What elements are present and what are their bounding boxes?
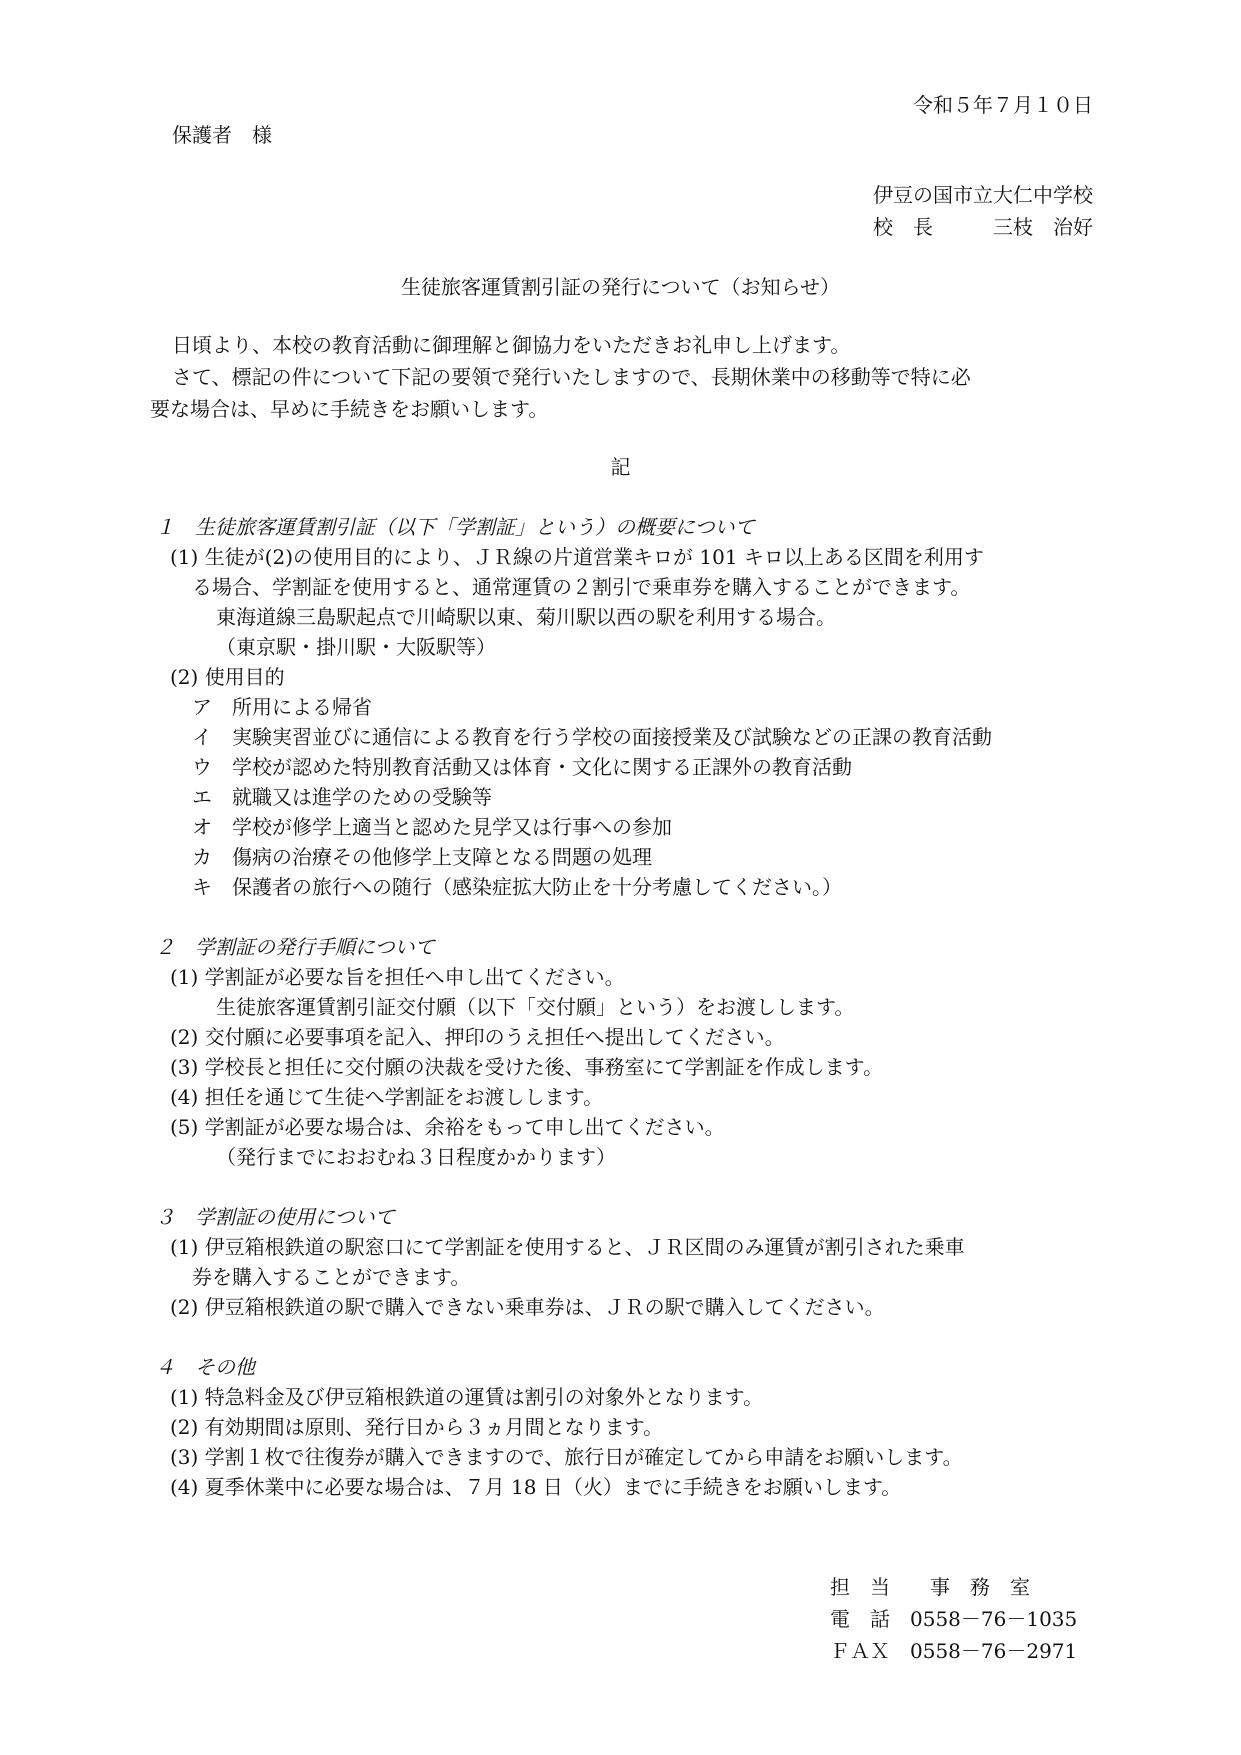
section-2-heading: ２ 学割証の発行手順について [155, 935, 435, 959]
s1-purpose: キ 保護者の旅行への随行（感染症拡大防止を十分考慮してください。） [192, 875, 842, 899]
s1-purpose: ウ 学校が認めた特別教育活動又は体育・文化に関する正課外の教育活動 [192, 755, 852, 779]
s3-line: (1) 伊豆箱根鉄道の駅窓口にて学割証を使用すると、ＪＲ区間のみ運賃が割引された乗車 [170, 1235, 965, 1259]
s1-purpose: ア 所用による帰省 [192, 695, 372, 719]
addressee: 保護者 様 [172, 123, 272, 147]
s2-line: (3) 学校長と担任に交付願の決裁を受けた後、事務室にて学割証を作成します。 [170, 1055, 884, 1079]
s2-line: 生徒旅客運賃割引証交付願（以下「交付願」という）をお渡しします。 [216, 995, 855, 1019]
school-name: 伊豆の国市立大仁中学校 [873, 183, 1093, 207]
contact-office: 担 当 事 務 室 [830, 1575, 1030, 1599]
s2-line: (5) 学割証が必要な場合は、余裕をもって申し出てください。 [170, 1115, 725, 1139]
s4-line: (3) 学割１枚で往復券が購入できますので、旅行日が確定してから申請をお願いします。 [170, 1445, 963, 1469]
s3-line: (2) 伊豆箱根鉄道の駅で購入できない乗車券は、ＪＲの駅で購入してください。 [170, 1295, 885, 1319]
s1-line: (1) 生徒が(2)の使用目的により、ＪＲ線の片道営業キロが 101 キロ以上ある区間を利用す [170, 545, 984, 569]
section-3-heading: ３ 学割証の使用について [155, 1205, 395, 1229]
s1-line: 東海道線三島駅起点で川崎駅以東、菊川駅以西の駅を利用する場合。 [216, 605, 836, 629]
s2-line: （発行までにおおむね３日程度かかります） [216, 1145, 616, 1169]
s4-line: (1) 特急料金及び伊豆箱根鉄道の運賃は割引の対象外となります。 [170, 1385, 764, 1409]
s2-line: (2) 交付願に必要事項を記入、押印のうえ担任へ提出してください。 [170, 1025, 785, 1049]
intro-line-3: 要な場合は、早めに手続きをお願いします。 [150, 397, 549, 421]
s2-line: (4) 担任を通じて生徒へ学割証をお渡しします。 [170, 1085, 604, 1109]
contact-fax: ＦＡＸ 0558－76－2971 [830, 1639, 1078, 1663]
s1-line: （東京駅・掛川駅・大阪駅等） [216, 635, 496, 659]
s1-purpose: イ 実験実習並びに通信による教育を行う学校の面接授業及び試験などの正課の教育活動 [192, 725, 992, 749]
section-4-heading: ４ その他 [155, 1355, 255, 1379]
document-title: 生徒旅客運賃割引証の発行について（お知らせ） [401, 275, 840, 299]
document-date: 令和５年７月１０日 [913, 93, 1093, 117]
s2-line: (1) 学割証が必要な旨を担任へ申し出てください。 [170, 965, 625, 989]
s3-line: 券を購入することができます。 [192, 1265, 471, 1289]
s4-line: (4) 夏季休業中に必要な場合は、７月 18 日（火）までに手続きをお願いします。 [170, 1475, 902, 1499]
ki-marker: 記 [610, 455, 631, 479]
s1-purpose: カ 傷病の治療その他修学上支障となる問題の処理 [192, 845, 652, 869]
principal-name: 校 長 三枝 治好 [873, 215, 1093, 239]
s1-purpose: エ 就職又は進学のための受験等 [192, 785, 492, 809]
intro-line-1: 日頃より、本校の教育活動に御理解と御協力をいただきお礼申し上げます。 [172, 333, 851, 357]
s1-line: (2) 使用目的 [170, 665, 285, 689]
s4-line: (2) 有効期間は原則、発行日から３ヵ月間となります。 [170, 1415, 664, 1439]
s1-line: る場合、学割証を使用すると、通常運賃の２割引で乗車券を購入することができます。 [192, 575, 971, 599]
section-1-heading: １ 生徒旅客運賃割引証（以下「学割証」という）の概要について [155, 515, 755, 539]
intro-line-2: さて、標記の件について下記の要領で発行いたしますので、長期休業中の移動等で特に必 [172, 365, 971, 389]
contact-tel: 電 話 0558－76－1035 [830, 1607, 1078, 1631]
s1-purpose: オ 学校が修学上適当と認めた見学又は行事への参加 [192, 815, 672, 839]
